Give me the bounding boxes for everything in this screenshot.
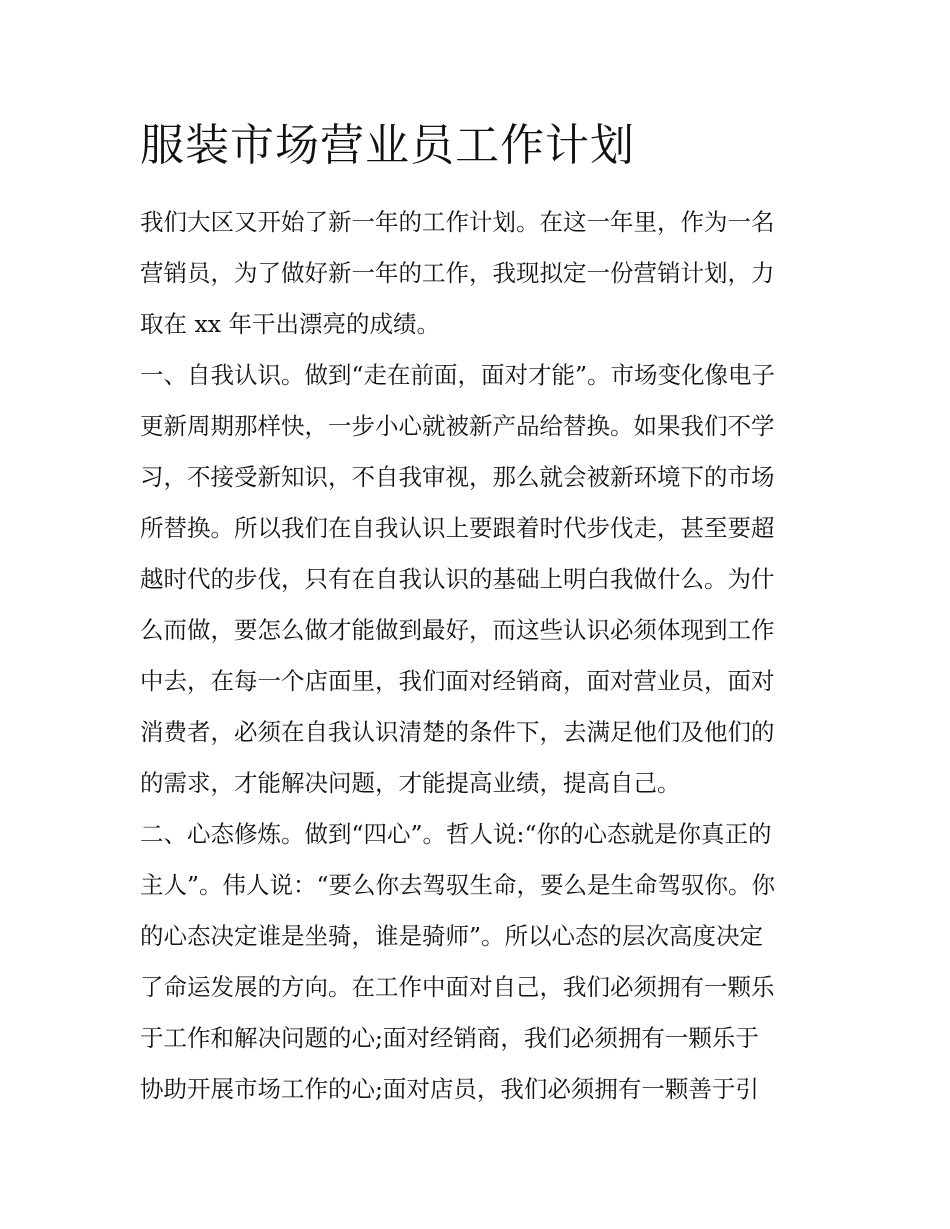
body-line: 越时代的步伐，只有在自我认识的基础上明白我做什么。为什 <box>140 565 775 593</box>
body-line: 所替换。所以我们在自我认识上要跟着时代步伐走，甚至要超 <box>140 514 775 542</box>
document-title: 服装市场营业员工作计划 <box>140 120 635 171</box>
body-line: 么而做，要怎么做才能做到最好，而这些认识必须体现到工作 <box>140 616 775 644</box>
body-line: 了命运发展的方向。在工作中面对自己，我们必须拥有一颗乐 <box>140 973 775 1001</box>
body-line: 于工作和解决问题的心;面对经销商，我们必须拥有一颗乐于 <box>140 1024 759 1052</box>
body-line: 习，不接受新知识，不自我审视，那么就会被新环境下的市场 <box>140 463 775 491</box>
body-line: 取在 xx 年干出漂亮的成绩。 <box>140 310 440 338</box>
body-line: 更新周期那样快，一步小心就被新产品给替换。如果我们不学 <box>140 412 775 440</box>
body-line: 营销员，为了做好新一年的工作，我现拟定一份营销计划，力 <box>140 259 775 287</box>
body-line: 的需求，才能解决问题，才能提高业绩，提高自己。 <box>140 769 681 797</box>
body-line: 一、自我认识。做到“走在前面，面对才能”。市场变化像电子 <box>140 361 776 389</box>
body-line: 我们大区又开始了新一年的工作计划。在这一年里，作为一名 <box>140 208 775 236</box>
body-line: 协助开展市场工作的心;面对店员，我们必须拥有一颗善于引 <box>140 1075 759 1103</box>
body-line: 主人”。伟人说：“要么你去驾驭生命，要么是生命驾驭你。你 <box>140 871 776 899</box>
body-line: 消费者，必须在自我认识清楚的条件下，去满足他们及他们的 <box>140 718 775 746</box>
body-line: 的心态决定谁是坐骑，谁是骑师”。所以心态的层次高度决定 <box>140 922 764 950</box>
body-line: 中去，在每一个店面里，我们面对经销商，面对营业员，面对 <box>140 667 775 695</box>
body-line: 二、心态修炼。做到“四心”。哲人说:“你的心态就是你真正的 <box>140 820 772 848</box>
